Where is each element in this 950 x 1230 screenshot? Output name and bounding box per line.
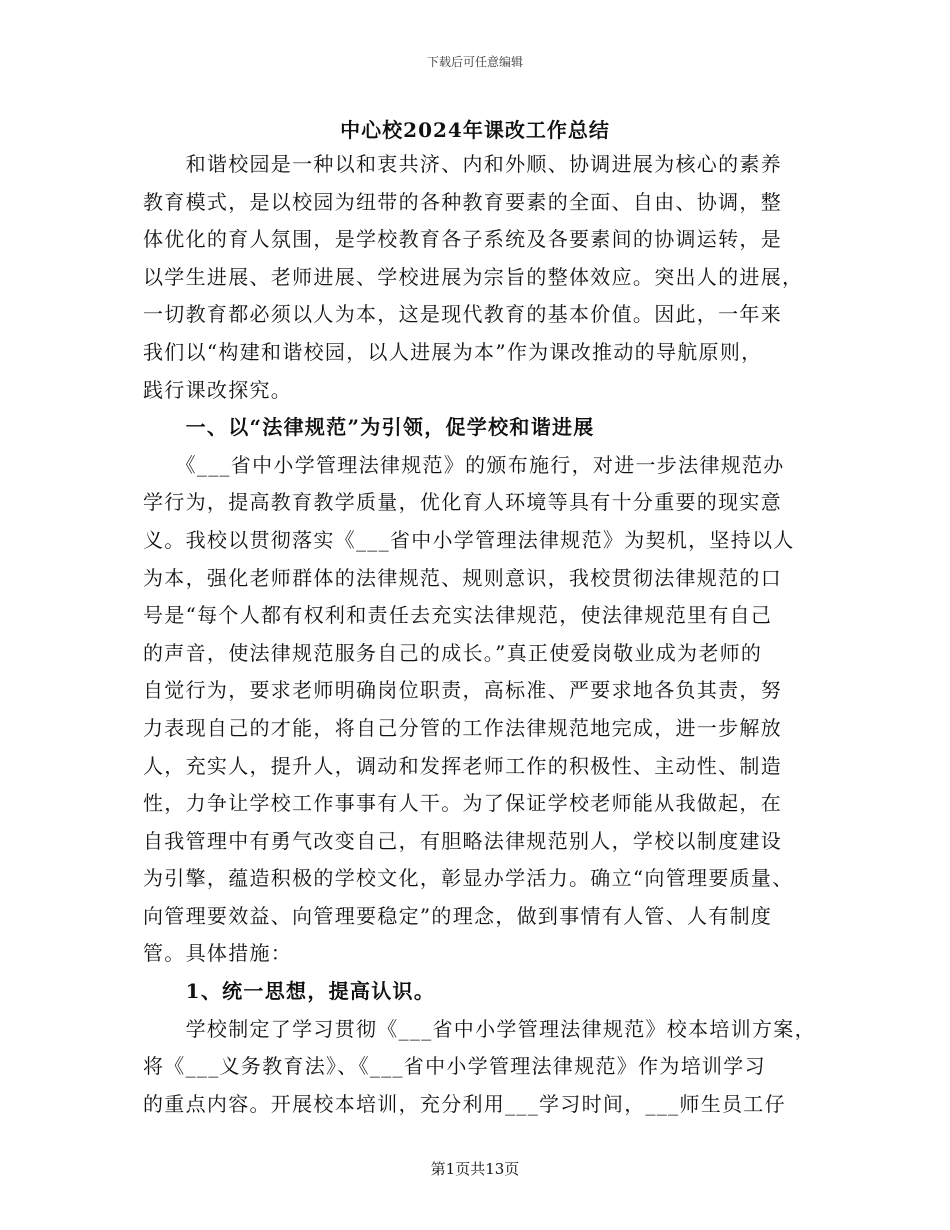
body-line: 学行为，提高教育教学质量，优化育人环境等具有十分重要的现实意 — [143, 490, 782, 515]
body-line: 为本，强化老师群体的法律规范、规则意识，我校贯彻法律规范的口 — [143, 565, 782, 590]
body-line: 管。具体措施： — [143, 941, 293, 966]
page-number-footer: 第1页共13页 — [430, 1160, 520, 1178]
body-line: 和谐校园是一种以和衷共济、内和外顺、协调进展为核心的素养 — [143, 152, 782, 176]
body-line: 体优化的育人氛围，是学校教育各子系统及各要素间的协调运转，是 — [143, 227, 782, 252]
body-line: 一切教育都必须以人为本，这是现代教育的基本价值。因此，一年来 — [143, 302, 782, 327]
body-line: 践行课改探究。 — [143, 377, 293, 402]
body-line: 教育模式，是以校园为纽带的各种教育要素的全面、自由、协调，整 — [143, 189, 782, 214]
body-line: 性，力争让学校工作事事有人干。为了保证学校老师能从我做起，在 — [143, 791, 782, 816]
body-line: 以学生进展、老师进展、学校进展为宗旨的整体效应。突出人的进展， — [143, 264, 804, 289]
body-line: 向管理要效益、向管理要稳定”的理念，做到事情有人管、人有制度 — [143, 903, 773, 928]
header-note: 下载后可任意编辑 — [426, 55, 523, 69]
body-line: 自我管理中有勇气改变自己，有胆略法律规范别人，学校以制度建设 — [143, 828, 782, 853]
document-title: 中心校2024年课改工作总结 — [340, 118, 610, 142]
body-line: 的重点内容。开展校本培训，充分利用___学习时间，___师生员工仔 — [143, 1091, 786, 1116]
section-heading: 一、以“法律规范”为引领，促学校和谐进展 — [143, 415, 595, 440]
document-body — [143, 146, 818, 1123]
body-line: 人，充实人，提升人，调动和发挥老师工作的积极性、主动性、制造 — [143, 753, 782, 778]
body-line: 《___省中小学管理法律规范》的颁布施行，对进一步法律规范办 — [143, 452, 785, 477]
body-line: 义。我校以贯彻落实《___省中小学管理法律规范》为契机，坚持以人 — [143, 527, 795, 552]
body-line: 号是“每个人都有权利和责任去充实法律规范，使法律规范里有自己 — [143, 603, 773, 628]
body-line: 力表现自己的才能，将自己分管的工作法律规范地完成，进一步解放 — [143, 715, 782, 740]
body-line: 为引擎，蕴造积极的学校文化，彰显办学活力。确立“向管理要质量、 — [143, 866, 794, 891]
body-line: 我们以“构建和谐校园，以人进展为本”作为课改推动的导航原则， — [143, 339, 763, 364]
body-line: 自觉行为，要求老师明确岗位职责，高标准、严要求地各负其责，努 — [143, 678, 782, 703]
body-line: 的声音，使法律规范服务自己的成长。”真正使爱岗敬业成为老师的 — [143, 640, 763, 665]
body-line: 学校制定了学习贯彻《___省中小学管理法律规范》校本培训方案， — [143, 1016, 816, 1041]
body-line: 将《___义务教育法》、《___省中小学管理法律规范》作为培训学习 — [143, 1054, 766, 1079]
subsection-heading: 1、统一思想，提高认识。 — [143, 979, 436, 1004]
